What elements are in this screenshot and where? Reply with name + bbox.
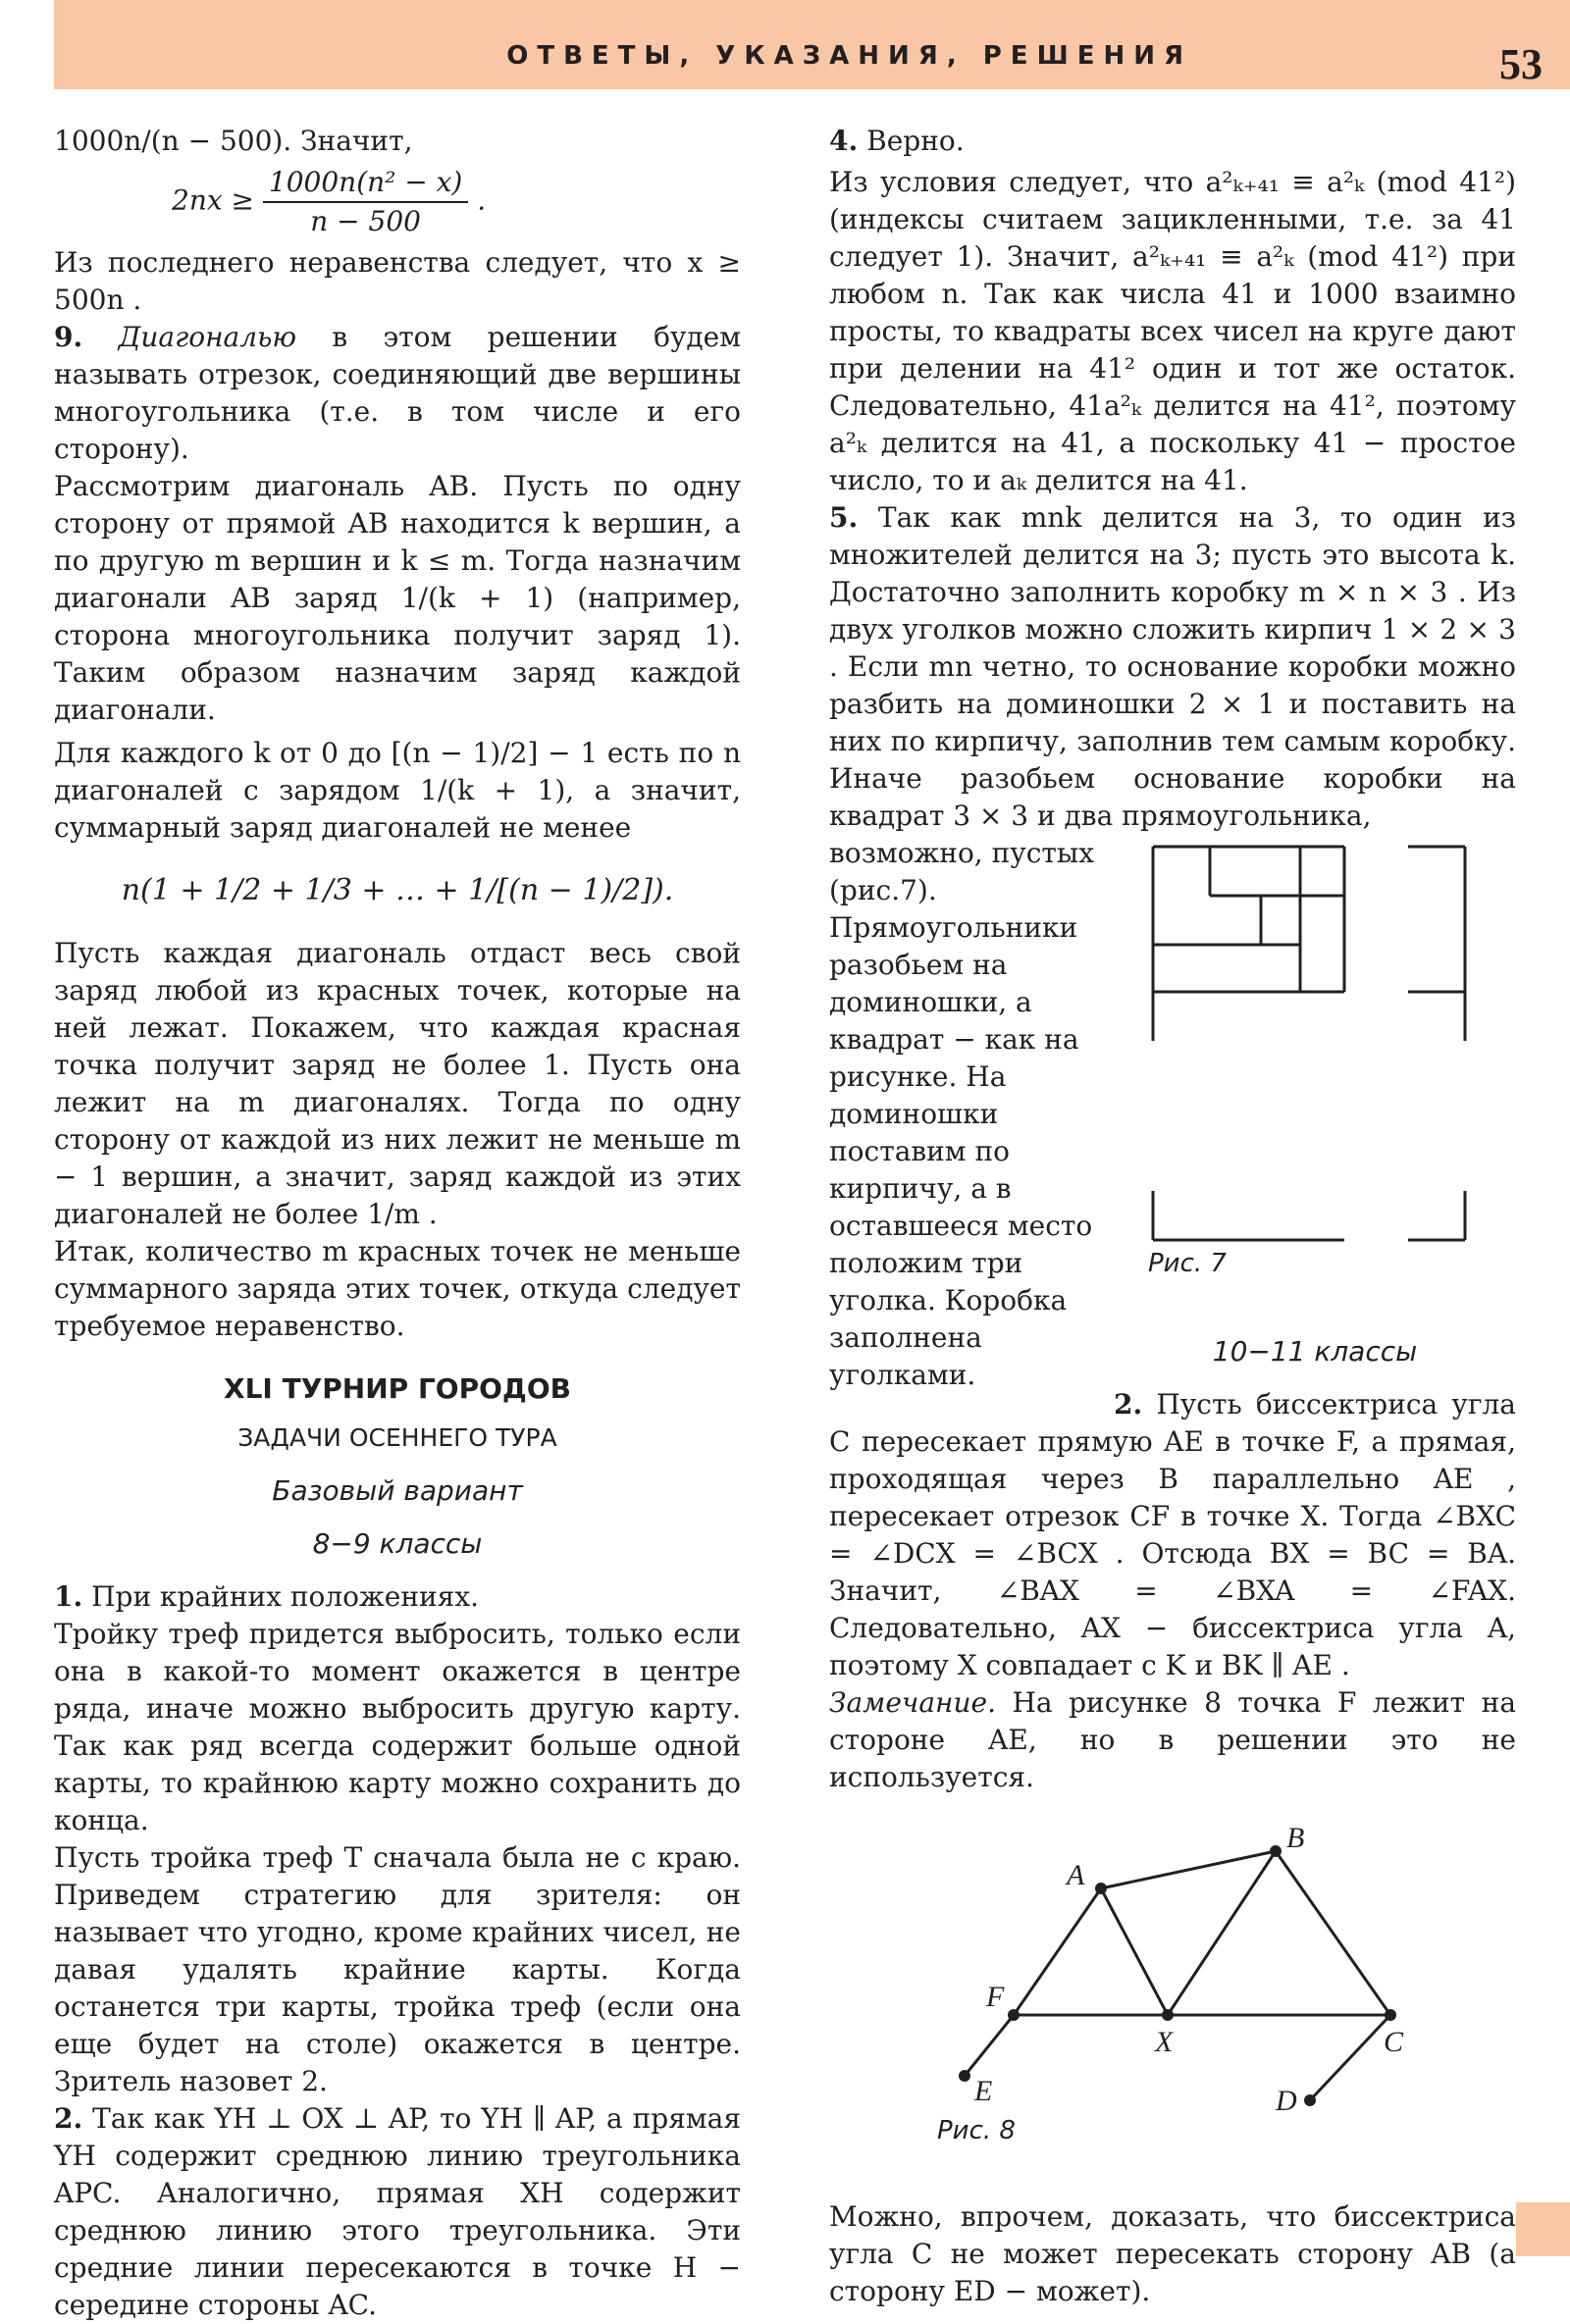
problem-5 — [829, 499, 1516, 835]
figure-7 — [1124, 835, 1516, 1257]
problem-9 — [54, 319, 741, 468]
label-X: X — [1155, 2026, 1174, 2058]
figure-7-caption: Рис. 7 — [1148, 1249, 1227, 1278]
problem-text: Пусть биссектриса угла C пересекает прямую AE в точке F, а прямая, проходящая через B параллельно AE , пересекает отрезок CF в точке X. Тогда ∠BXC = ∠DCX = ∠BCX . Отсюда BX = BC = BA. Значит, ∠BAX = ∠BXA = ∠FAX. Следовательно, AX − биссектриса угла A, поэтому X совпадает с K и BK ∥ AE . — [829, 1388, 1516, 1681]
point-X — [1162, 2009, 1174, 2021]
segment-AX — [1101, 1888, 1168, 2015]
problem-text: Так как mnk делится на 3, то один из множителей делится на 3; пусть это высота k. Достаточно заполнить коробку m × n × 3 . Из двух уголков можно сложить кирпич 1 × 2 × 3 . Если mn четно, то основание коробки можно разбить на доминошки 2 × 1 и поставить на них по кирпичу, заполнив тем самым коробку. Иначе разобьем основание коробки на квадрат 3 × 3 и два прямоугольника, — [829, 501, 1517, 832]
formula-end: . — [477, 183, 487, 217]
remark — [829, 1684, 1516, 1796]
segment-AB — [1101, 1851, 1276, 1888]
formula-inequality — [172, 164, 741, 240]
grade-title: 8−9 классы — [312, 1527, 483, 1560]
problem-number: 4. — [829, 125, 859, 157]
remark-label: Замечание. — [829, 1686, 996, 1719]
label-B: B — [1286, 1822, 1305, 1854]
corner-tab — [1516, 2202, 1570, 2256]
figure-8-caption: Рис. 8 — [937, 2116, 1016, 2145]
point-A — [1095, 1883, 1107, 1894]
page-number: 53 — [1499, 40, 1543, 88]
paragraph: 1000n/(n − 500). Значит, — [54, 125, 413, 157]
point-D — [1304, 2094, 1316, 2106]
paragraph: Тройку треф придется выбросить, только если она в какой-то момент окажется в центре ряда, иначе можно выбросить другую карту. Так как ряд всегда содержит больше одной карты, то крайнюю карту можно сохранить до конца. — [54, 1618, 741, 1836]
segment-XB — [1168, 1851, 1276, 2015]
left-column — [54, 123, 741, 2324]
section-subtitle: ЗАДАЧИ ОСЕННЕГО ТУРА — [237, 1423, 557, 1452]
segment-AF — [1014, 1888, 1101, 2015]
formula-sum: n(1 + 1/2 + 1/3 + … + 1/[(n − 1)/2]). — [121, 873, 674, 907]
paragraph: Итак, количество m красных точек не меньше суммарного заряда этих точек, откуда следует требуемое неравенство. — [54, 1235, 741, 1342]
remark-text: На рисунке 8 точка F лежит на стороне AE, но в решении это не используется. — [829, 1686, 1517, 1793]
term-italic: Диагональю — [118, 321, 296, 353]
figure-8 — [829, 1816, 1516, 2198]
formula-fraction — [263, 164, 468, 240]
running-header: ОТВЕТЫ, УКАЗАНИЯ, РЕШЕНИЯ — [506, 41, 1192, 71]
label-C: C — [1384, 2026, 1404, 2058]
paragraph: Из условия следует, что a²ₖ₊₄₁ ≡ a²ₖ (mod 41²) (индексы считаем зацикленными, т.е. за 41 следует 1). Значит, a²ₖ₊₄₁ ≡ a²ₖ (mod 41²) при любом n. Так как числа 41 и 1000 взаимно просты, то квадраты всех чисел на круге дают при делении на 41² один и тот же остаток. Следовательно, 41a²ₖ делится на 41², поэтому a²ₖ делится на 41, а поскольку 41 − простое число, то и aₖ делится на 41. — [829, 166, 1516, 496]
paragraph: Пусть тройка треф T сначала была не с краю. Приведем стратегию для зрителя: он называет что угодно, кроме крайних чисел, не давая удалять крайние карты. Когда останется три карты, тройка треф (если она еще будет на столе) окажется в центре. Зритель назовет 2. — [54, 1841, 741, 2097]
label-E: E — [974, 2075, 993, 2107]
segment-FE — [965, 2015, 1014, 2076]
point-E — [959, 2070, 970, 2082]
segment-CD — [1310, 2015, 1390, 2100]
paragraph: Из последнего неравенства следует, что x ≥ 500n . — [54, 246, 741, 316]
label-D: D — [1276, 2085, 1297, 2117]
point-C — [1385, 2009, 1396, 2021]
paragraph: Рассмотрим диагональ AB. Пусть по одну сторону от прямой AB находится k вершин, а по другую m вершин и k ≤ m. Тогда назначим диагонали AB заряд 1/(k + 1) (например, сторона многоугольника получит заряд 1). Таким образом назначим заряд каждой диагонали. — [54, 470, 741, 726]
formula-left: 2nx ≥ — [172, 183, 254, 217]
paragraph-wrap: возможно, пустых (рис.7). Прямоугольники разобьем на доминошки, а квадрат − как на рисунке. На доминошки поставим по кирпичу, а в оставшееся место положим три уголка. Коробка заполнена уголками. — [829, 837, 1094, 1391]
problem-number: 2. — [1114, 1388, 1143, 1420]
fraction-denominator: n − 500 — [310, 205, 421, 237]
problem-2-senior — [829, 1386, 1516, 1684]
problem-number: 5. — [829, 501, 859, 534]
section-title: XLI ТУРНИР ГОРОДОВ — [224, 1372, 571, 1405]
grade-title: 10−11 классы — [1212, 1335, 1418, 1368]
point-B — [1270, 1845, 1282, 1857]
header-bar — [54, 0, 1570, 89]
paragraph: Можно, впрочем, доказать, что биссектриса угла C не может пересекать сторону AB (а сторону ED − может). — [829, 2200, 1516, 2307]
problem-number: 9. — [54, 321, 83, 353]
problem-1 — [54, 1578, 741, 1616]
right-column — [829, 123, 1516, 2310]
figure-8-block — [829, 1816, 1516, 2198]
paragraph: Пусть каждая диагональ отдаст весь свой заряд любой из красных точек, которые на ней лежат. Покажем, что каждая красная точка получит заряд не более 1. Пусть она лежит на m диагоналях. Тогда по одну сторону от каждой из них лежит не меньше m − 1 вершин, а значит, заряд каждой из этих диагоналей не более 1/m . — [54, 937, 741, 1230]
problem-number: 2. — [54, 2102, 83, 2135]
paragraph: Для каждого k от 0 до [(n − 1)/2] − 1 есть по n диагоналей с зарядом 1/(k + 1), а значит, суммарный заряд диагоналей не менее — [54, 737, 741, 844]
problem-text: При крайних положениях. — [91, 1580, 480, 1613]
problem-4 — [829, 123, 1516, 160]
problem-text: Так как YH ⊥ OX ⊥ AP, то YH ∥ AP, а прямая YH содержит среднюю линию треугольника APC. Аналогично, прямая XH содержит среднюю линию этого треугольника. Эти средние линии пересекаются в точке H − середине стороны AC. — [54, 2102, 742, 2321]
problem-number: 1. — [54, 1580, 83, 1613]
problem-2 — [54, 2100, 741, 2324]
variant-title: Базовый вариант — [272, 1474, 523, 1507]
label-A: A — [1067, 1859, 1085, 1891]
fraction-numerator: 1000n(n² − x) — [263, 164, 468, 203]
segment-BC — [1276, 1851, 1390, 2015]
point-F — [1008, 2009, 1020, 2021]
label-F: F — [986, 1981, 1005, 2013]
problem-text: Верно. — [866, 125, 965, 157]
problem-text: в этом решении будем называть отрезок, соединяющий две вершины многоугольника (т.е. в том числе и его сторону). — [54, 321, 742, 465]
